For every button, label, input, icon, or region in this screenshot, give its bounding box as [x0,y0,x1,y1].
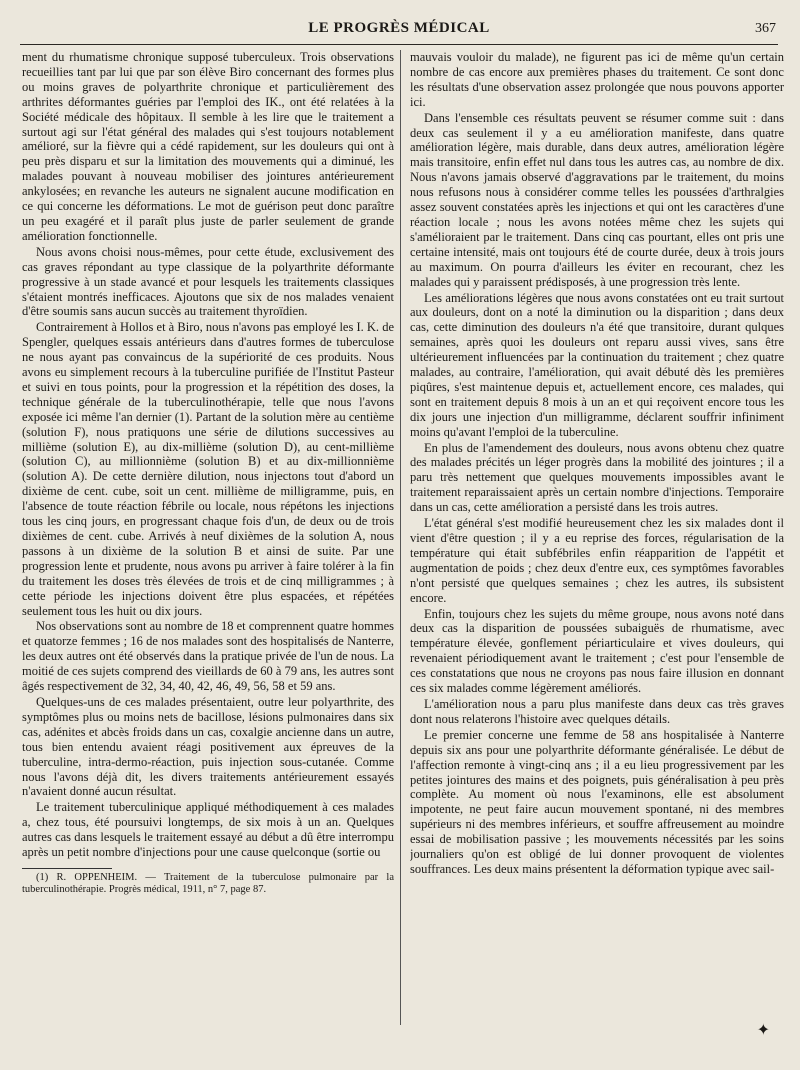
footnote: (1) R. OPPENHEIM. — Traitement de la tuberculose pulmonaire par la tuberculinothérapie. Progrès médical, 1911, n° 7, page 87. [22,871,394,895]
paragraph: Quelques-uns de ces malades présentaient, outre leur polyarthrite, des symptômes plus ou moins nets de bacillose, lésions pulmonaires dans six cas, adénites et abcès froids dans un cas, coxalgie ancienne dans un autre, tous bien entendu avaient réagi positivement aux épreuves de la tuberculine, intra-dermo-réaction, puis injection sous-cutanée. Comme nous l'avons déjà dit, les divers traitements antérieurement essayés n'avaient donné aucun résultat. [22,694,394,799]
paragraph: Dans l'ensemble ces résultats peuvent se résumer comme suit : dans deux cas seulement il y a eu amélioration manifeste, dans quatre amélioration légère, mais durable, dans deux autres, amélioration légère mais transitoire, enfin effet nul dans tous les autres cas, au nombre de dix. Nous n'avons jamais observé d'aggravations par le traitement, du moins nous refusons nous à considérer comme telles les poussées d'arthralgies assez souvent constatées après les injections et qui ont les caractères d'une réaction locale ; nous les avons notées même chez les sujets qui s'amélioraient par le traitement. Dans cinq cas pourtant, elles ont pris une certaine intensité, mais ont toujours été de courte durée, deux à trois jours au maximum. On pourra d'ailleurs les éviter en recourant, chez les malades qui y paraissent prédisposés, à une progression très lente. [410,110,784,289]
paragraph: Enfin, toujours chez les sujets du même groupe, nous avons noté dans deux cas la disparition de poussées subaiguës de rhumatisme, avec température élevée, gonflement périarticulaire et vives douleurs, qui revenaient périodiquement avant le traitement ; c'est pour l'ensemble de ces constatations que nous ne croyons pas nous faire illusion en donnant ces six malades comme légèrement améliorés. [410,606,784,696]
page-number: 367 [755,21,776,36]
running-title: LE PROGRÈS MÉDICAL [308,20,490,36]
paragraph: L'amélioration nous a paru plus manifeste dans deux cas très graves dont nous relaterons l'histoire avec quelques détails. [410,696,784,726]
paragraph: Le traitement tuberculinique appliqué méthodiquement à ces malades a, chez tous, été poursuivi longtemps, de six mois à un an. Quelques autres cas dans lesquels le traitement essayé au début a dû être interrompu après un petit nombre d'injections pour une cause quelconque (sortie ou [22,800,394,860]
right-column [410,50,784,1050]
footnote-divider [22,868,112,869]
paragraph: Nous avons choisi nous-mêmes, pour cette étude, exclusivement des cas graves répondant au type classique de la polyarthrite déformante progressive à un stade avancé et pour lesquels les traitements classiques s'étaient montrés inefficaces. Ajoutons que six de nos malades venaient d'être soumis sans aucun succès au traitement thyroïdien. [22,244,394,319]
paragraph: Nos observations sont au nombre de 18 et comprennent quatre hommes et quatorze femmes ; 16 de nos malades sont des hospitalisés de Nanterre, les deux autres ont été observés dans la pratique privée de l'un de nous. La moitié de ces sujets comprend des vieillards de 60 à 79 ans, les autres sont âgés respectivement de 32, 34, 40, 42, 46, 49, 56, 58 et 59 ans. [22,619,394,694]
paragraph: Les améliorations légères que nous avons constatées ont eu trait surtout aux douleurs, dont on a noté la diminution ou la disparition ; dans deux cas, cette diminution des douleurs n'a été que transitoire, durant qulques semaines, après quoi les douleurs ont reparu aussi vives, sans être ultérieurement influencées par la continuation du traitement ; chez quatre malades, au contraire, l'amélioration, qui avait débuté dès les premières piqûres, s'est maintenue depuis et, actuellement encore, ces malades, qui sont en traitement depuis 8 mois à un an et qui reçoivent encore tous les dix jours une injection d'un milligramme, déclarent souffrir infiniment moins qu'avant l'emploi de la tuberculine. [410,290,784,439]
paragraph: mauvais vouloir du malade), ne figurent pas ici de même qu'un certain nombre de cas encore aux premières phases du traitement. Ce sont donc les résultats d'une observation assez prolongée que nous pouvons apporter ici. [410,50,784,109]
page-header [20,18,778,45]
paragraph: ment du rhumatisme chronique supposé tuberculeux. Trois observations recueillies tant par lui que par son élève Biro concernant des formes plus ou moins graves de polyarthrite chronique et particulièrement des arthrites déformantes guéries par l'emploi des IK., ont été relatées à la Société médicale des hôpitaux. Il semble à les lire que le traitement a surtout agi sur l'état général des malades qui s'est toujours notablement amélioré, sur la fièvre qui a cédé rapidement, sur les douleurs qui ont à peu près disparu et sur la limitation des mouvements qui a diminué, les malades pouvant à nouveau mobiliser des jointures antérieurement ankylosées; en revanche les auteurs ne signalent aucune modification en ce qui concerne les déformations. Le mot de guérison peut donc paraître un peu exagéré et il paraît plus juste de parler seulement de grande amélioration fonctionnelle. [22,50,394,243]
paragraph: Le premier concerne une femme de 58 ans hospitalisée à Nanterre depuis six ans pour une polyarthrite déformante généralisée. Le début de l'affection remonte à vingt-cinq ans ; il a eu lieu progressivement par les petites jointures des mains et des poignets, puis généralisation à peu près complète. Au moment où nous l'examinons, elle est absolument impotente, ne peut faire aucun mouvement spontané, ni des membres supérieurs ni des membres inférieurs, et souffre affreusement au moindre essai de mobilisation passive ; les mouvements nécessités par les soins journaliers qu'on est obligé de lui donner provoquent de violentes souffrances. Les deux mains présentent la déformation typique avec sail- [410,727,784,876]
fleuron-ornament: ✦ [756,1022,770,1039]
paragraph: En plus de l'amendement des douleurs, nous avons obtenu chez quatre des malades précités un léger progrès dans la mobilité des jointures ; il a paru très nettement que quelques mouvements impossibles avant le traitement reparaissaient après un certain nombre d'injections. Temporaire dans un cas, cette amélioration a persisté dans les trois autres. [410,440,784,515]
left-column [22,50,394,1050]
paragraph: Contrairement à Hollos et à Biro, nous n'avons pas employé les I. K. de Spengler, quelques essais antérieurs dans d'autres formes de tuberculose ne nous ayant pas convaincus de la supériorité de ces produits. Nous avons eu simplement recours à la tuberculine purifiée de l'Institut Pasteur et suivi en tous points, pour la progression et la répétition des doses, la technique générale de la tuberculinothérapie, telle que nous l'avons exposée ici même l'an dernier (1). Partant de la solution mère au centième (solution F), nous pratiquons une série de dilutions successives au millième (solution E), au dix-millième (solution D), au cent-millième (solution C), au millionnième (solution B) et au dix-millionnième (solution A). De cette dernière dilution, nous injectons tout d'abord un dixième de cent. cube, soit un cent. millième de milligramme, puis, en l'absence de toute réaction fébrile ou locale, nous répétons les injections tous les cinq jours, en progressant chaque fois d'un, de deux ou de trois dixièmes de cent. cube. Arrivés à neuf dixièmes de la solution A, nous passons à un dixième de la solution B et ainsi de suite. Par une progression lente et prudente, nous avons pu arriver à faire tolérer à la fin du traitement les doses très élevées de trois et de cinq milligrammes ; à cette période les injections doivent être plus espacées, et répétées seulement tous les huit ou dix jours. [22,320,394,618]
column-divider [400,50,401,1025]
paragraph: L'état général s'est modifié heureusement chez les six malades dont il vient d'être question ; il y a eu reprise des forces, régularisation de la température qui était subfébriles enfin réapparition de l'appétit et augmentation de poids ; chez deux d'entre eux, ces symptômes favorables n'ont persisté que quelques semaines ; chez les autres, ils subsistent encore. [410,516,784,605]
